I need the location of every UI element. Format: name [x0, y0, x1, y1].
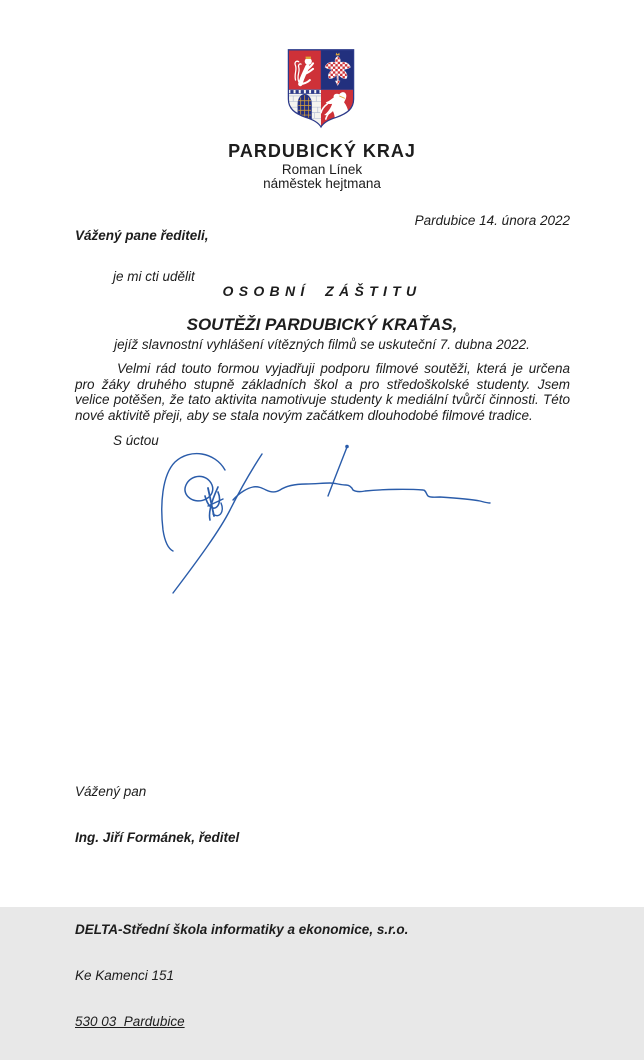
recipient-salutation: Vážený pan [75, 784, 147, 799]
patronage-title: OSOBNÍ ZÁŠTITU [222, 283, 422, 299]
recipient-spacer [75, 876, 408, 891]
letterhead-person-title: náměstek hejtmana [263, 176, 381, 191]
pardubicky-kraj-coat-of-arms-icon [286, 48, 356, 128]
competition-title: SOUTĚŽI PARDUBICKÝ KRAŤAS, [186, 315, 458, 334]
recipient-city: 530 03 Pardubice [75, 1014, 185, 1029]
recipient-school: DELTA-Střední škola informatiky a ekonomice, s.r.o. [75, 922, 409, 937]
body-paragraph: Velmi rád touto formou vyjadřuji podporu filmové soutěži, která je určena pro žáky druhého stupně základních škol a pro středoškolské studenty. Jsem velice potěšen, že tato aktivita namotivuje studenty k mediální tvůrčí činnosti. Této nové aktivitě přeji, aby se stala novým začátkem dlouhodobé filmové tradice. [75, 361, 570, 423]
salutation: Vážený pane řediteli, [75, 228, 209, 243]
place-date-line: Pardubice 14. února 2022 [414, 213, 570, 228]
letterhead-person-name: Roman Línek [281, 162, 363, 177]
handwritten-signature-icon [150, 442, 495, 600]
recipient-street: Ke Kamenci 151 [75, 968, 175, 983]
recipient-block [75, 753, 408, 1060]
intro-line: je mi cti udělit [113, 269, 195, 284]
recipient-name: Ing. Jiří Formánek, ředitel [75, 830, 240, 845]
closing-phrase: S úctou [113, 433, 159, 448]
organization-name: PARDUBICKÝ KRAJ [228, 141, 416, 161]
competition-subtitle: jejíž slavnostní vyhlášení vítězných filmů se uskuteční 7. dubna 2022. [114, 337, 530, 352]
